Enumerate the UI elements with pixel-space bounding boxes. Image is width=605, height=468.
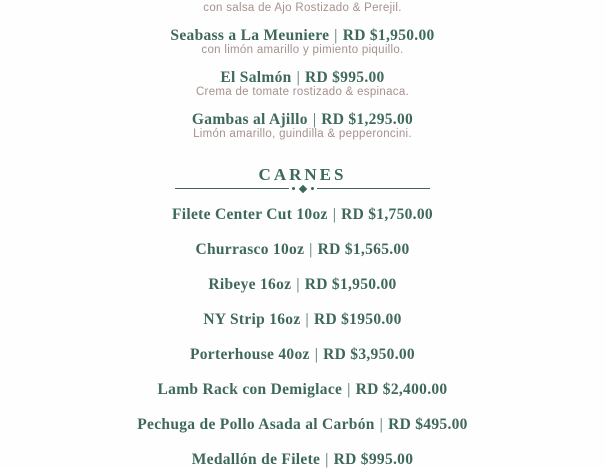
menu-item	[0, 112, 605, 141]
item-price: RD $1,950.00	[304, 276, 397, 293]
separator: |	[332, 206, 337, 223]
item-price: RD $1,565.00	[317, 241, 410, 258]
menu-item	[0, 70, 605, 99]
item-price: RD $1,295.00	[321, 111, 414, 128]
item-name: El Salmón	[220, 69, 292, 86]
item-price: RD $995.00	[304, 69, 385, 86]
divider-line	[175, 188, 289, 189]
divider-dot	[292, 187, 295, 190]
item-name-price-line	[0, 312, 605, 328]
item-name: Porterhouse 40oz	[189, 346, 310, 363]
separator: |	[334, 27, 338, 44]
diamond-icon	[298, 184, 306, 192]
item-name-price-line	[0, 112, 605, 128]
menu-item	[0, 417, 605, 433]
menu-item	[0, 207, 605, 223]
item-name-price-line	[0, 382, 605, 398]
item-name: NY Strip 16oz	[203, 311, 301, 328]
divider-dot	[311, 187, 314, 190]
menu-item	[0, 277, 605, 293]
item-price: RD $495.00	[388, 416, 468, 433]
separator: |	[347, 381, 351, 398]
separator: |	[309, 241, 313, 258]
item-name-price-line	[0, 417, 605, 433]
section-divider	[175, 185, 430, 192]
menu-item	[0, 28, 605, 57]
item-price: RD $3,950.00	[323, 346, 415, 363]
separator: |	[296, 276, 300, 293]
item-name: Gambas al Ajillo	[191, 111, 308, 128]
item-name-price-line	[0, 28, 605, 44]
separator: |	[325, 451, 329, 468]
item-price: RD $1,750.00	[341, 206, 433, 223]
item-name: Lamb Rack con Demiglace	[157, 381, 343, 398]
item-name-price-line	[0, 242, 605, 258]
item-price: RD $1950.00	[313, 311, 402, 328]
item-name: Filete Center Cut 10oz	[172, 206, 328, 223]
item-description: con salsa de Ajo Rostizado & Perejil.	[203, 2, 402, 14]
item-description: Limón amarillo, guindilla & pepperoncini.	[193, 128, 412, 140]
separator: |	[314, 346, 319, 363]
separator: |	[296, 69, 300, 86]
item-name: Pechuga de Pollo Asada al Carbón	[137, 416, 375, 433]
section-header-carnes: CARNES	[258, 165, 347, 184]
menu-item	[0, 312, 605, 328]
menu-item	[0, 382, 605, 398]
item-name-price-line	[0, 277, 605, 293]
separator: |	[379, 416, 384, 433]
item-name-price-line	[0, 70, 605, 86]
divider-line	[317, 188, 431, 189]
menu-item	[0, 347, 605, 363]
menu-item	[0, 242, 605, 258]
item-name: Ribeye 16oz	[208, 276, 292, 293]
separator: |	[312, 111, 317, 128]
item-description: Crema de tomate rostizado & espinaca.	[195, 86, 410, 98]
item-price: RD $1,950.00	[342, 27, 435, 44]
item-name: Churrasco 10oz	[195, 241, 305, 258]
menu-item	[0, 452, 605, 468]
item-name-price-line	[0, 207, 605, 223]
item-name-price-line	[0, 347, 605, 363]
item-price: RD $2,400.00	[355, 381, 448, 398]
item-name: Medallón de Filete	[191, 451, 321, 468]
separator: |	[305, 311, 309, 328]
item-price: RD $995.00	[333, 451, 414, 468]
item-name: Seabass a La Meuniere	[170, 27, 330, 44]
item-description: con limón amarillo y pimiento piquillo.	[201, 44, 404, 56]
item-name-price-line	[0, 452, 605, 468]
